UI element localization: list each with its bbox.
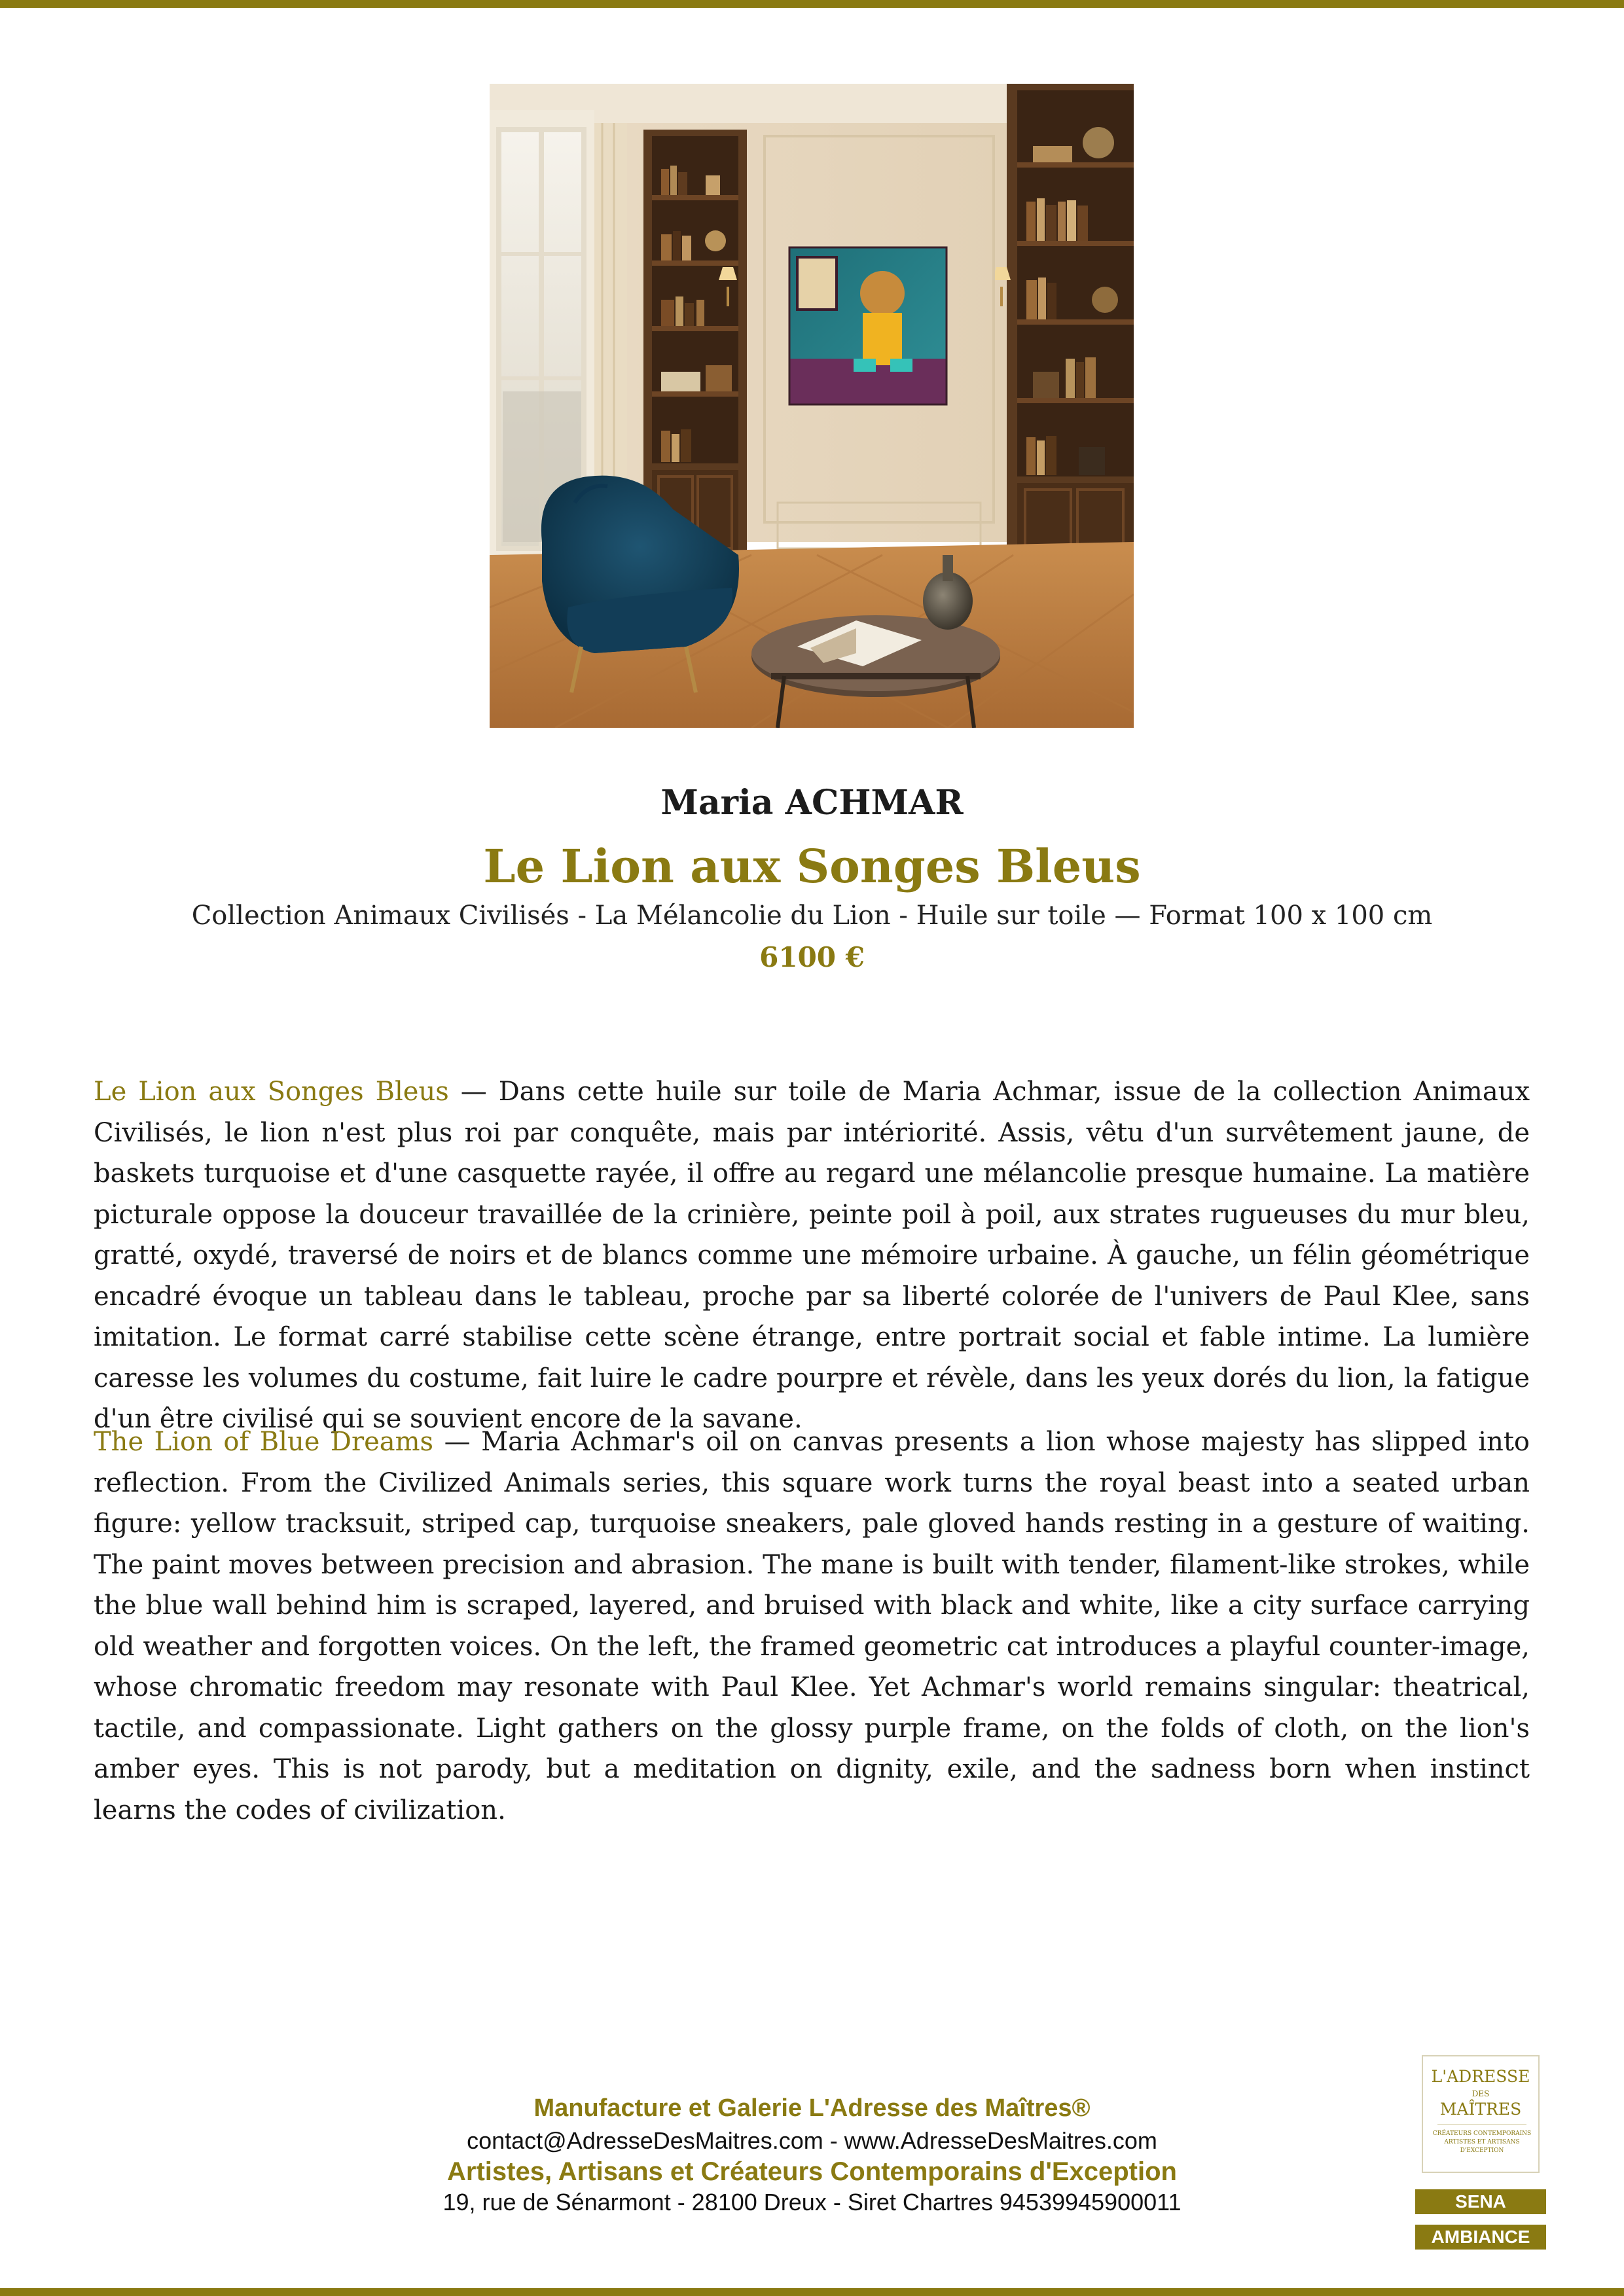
description-french xyxy=(94,1071,1530,1440)
artwork-details: Collection Animaux Civilisés - La Mélancolie du Lion - Huile sur toile — Format 100 x 100 cm xyxy=(191,901,1433,931)
description-english-lead: The Lion of Blue Dreams xyxy=(94,1427,434,1457)
description-french-text: — Dans cette huile sur toile de Maria Achmar, issue de la collection Animaux Civilisés, le lion n'est plus roi par conquête, mais par intériorité. Assis, vêtu d'un survêtement jaune, de baskets turquoise et d'une casquette rayée, il offre au regard une mélancolie presque humaine. La matière picturale oppose la douceur travaillée de la crinière, peinte poil à poil, aux strates rugueuses du mur bleu, gratté, oxydé, traversé de noirs et de blancs comme une mémoire urbaine. À gauche, un félin géométrique encadré évoque un tableau dans le tableau, proche par sa liberté colorée de l'univers de Paul Klee, sans imitation. Le format carré stabilise cette scène étrange, entre portrait social et fable intime. La lumière caresse les volumes du costume, fait luire le cadre pourpre et révèle, dans les yeux dorés du lion, la fatigue d'un être civilisé qui se souvient encore de la savane. xyxy=(94,1077,1530,1434)
badge-sena: SENA xyxy=(1415,2189,1546,2214)
gallery-name: Manufacture et Galerie L'Adresse des Maîtres® xyxy=(533,2094,1091,2122)
artwork-title: Le Lion aux Songes Bleus xyxy=(483,839,1141,893)
description-english xyxy=(94,1422,1530,1831)
logo-line-4: CRÉATEURS CONTEMPORAINS ARTISTES ET ARTISANS D'EXCEPTION xyxy=(1432,2130,1532,2154)
gallery-contact: contact@AdresseDesMaitres.com - www.AdresseDesMaitres.com xyxy=(467,2127,1157,2154)
logo-line-2: DES xyxy=(1471,2089,1490,2098)
gallery-logo xyxy=(1422,2055,1540,2173)
logo-line-3: MAÎTRES xyxy=(1439,2100,1522,2119)
gallery-address: 19, rue de Sénarmont - 28100 Dreux - Siret Chartres 94539945900011 xyxy=(442,2189,1182,2215)
badge-ambiance: AMBIANCE xyxy=(1415,2225,1546,2250)
logo-line-1: L'ADRESSE xyxy=(1431,2067,1530,2086)
description-french-lead: Le Lion aux Songes Bleus xyxy=(94,1077,449,1107)
artist-name: Maria ACHMAR xyxy=(660,783,964,823)
bottom-gold-bar xyxy=(0,2288,1624,2296)
description-english-text: — Maria Achmar's oil on canvas presents a lion whose majesty has slipped into reflection. From the Civilized Animals series, this square work turns the royal beast into a seated urban figure: yellow tracksuit, striped cap, turquoise sneakers, pale gloved hands resting in a gesture of waiting. The paint moves between precision and abrasion. The mane is built with tender, filament-like strokes, while the blue wall behind him is scraped, layered, and bruised with black and white, like a city surface carrying old weather and forgotten voices. On the left, the framed geometric cat introduces a playful counter-image, whose chromatic freedom may resonate with Paul Klee. Yet Achmar's world remains singular: theatrical, tactile, and compassionate. Light gathers on the glossy purple frame, on the folds of cloth, on the lion's amber eyes. This is not parody, but a meditation on dignity, exile, and the sadness born when instinct learns the codes of civilization. xyxy=(94,1427,1530,1825)
top-gold-bar xyxy=(0,0,1624,8)
artwork-price: 6100 € xyxy=(759,941,865,973)
room-scene-image xyxy=(490,84,1134,728)
gallery-tagline: Artistes, Artisans et Créateurs Contemporains d'Exception xyxy=(447,2157,1177,2186)
